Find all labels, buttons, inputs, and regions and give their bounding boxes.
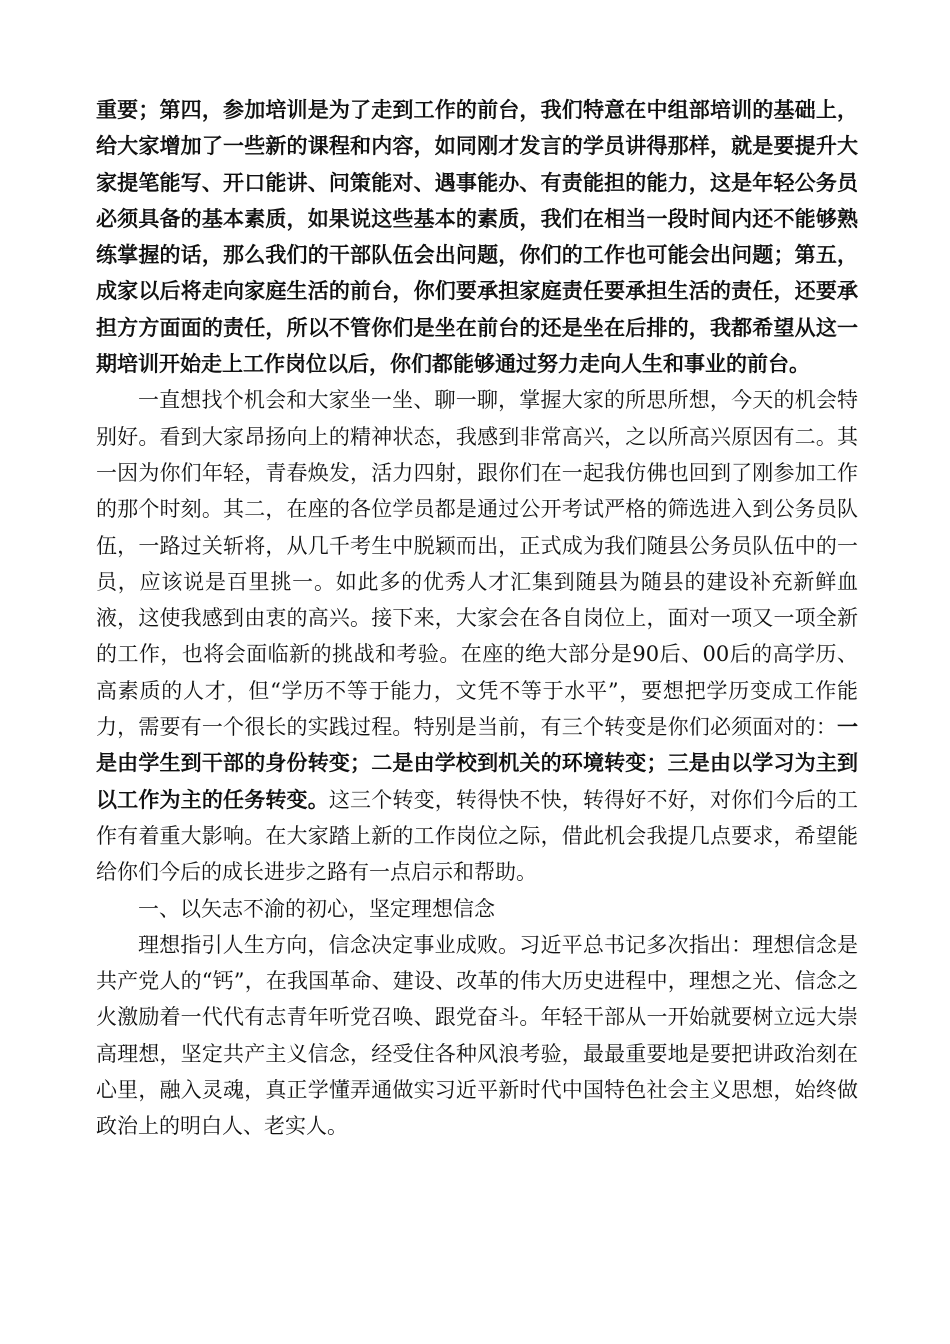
paragraph-bold-transitions: 一是由学生到干部的身份转变；二是由学校到机关的环境转变；三是由以学习为主到以工作为主的任务转变。	[96, 714, 858, 812]
paragraph-opening-remarks	[96, 382, 858, 890]
paragraph-text-before: 一直想找个机会和大家坐一坐、聊一聊，掌握大家的所思所想，今天的机会特别好。看到大家昂扬向上的精神状态，我感到非常高兴，之以所高兴原因有二。其一因为你们年轻，青春焕发，活力四射，跟你们在一起我仿佛也回到了刚参加工作的那个时刻。其二，在座的各位学员都是通过公开考试严格的筛选进入到公务员队伍，一路过关斩将，从几千考生中脱颖而出，正式成为我们随县公务员队伍中的一员，应该说是百里挑一。如此多的优秀人才汇集到随县为随县的建设补充新鲜血液，这使我感到由衷的高兴。接下来，大家会在各自岗位上，面对一项又一项全新的工作，也将会面临新的挑战和考验。在座的绝大部分是90后、00后的高学历、高素质的人才，但“学历不等于能力，文凭不等于水平”，要想把学历变成工作能力，需要有一个很长的实践过程。特别是当前，有三个转变是你们必须面对的：	[96, 388, 858, 740]
paragraph-bold-continuation: 重要；第四，参加培训是为了走到工作的前台，我们特意在中组部培训的基础上，给大家增加了一些新的课程和内容，如同刚才发言的学员讲得那样，就是要提升大家提笔能写、开口能讲、问策能对、遇事能办、有责能担的能力，这是年轻公务员必须具备的基本素质，如果说这些基本的素质，我们在相当一段时间内还不能够熟练掌握的话，那么我们的干部队伍会出问题，你们的工作也可能会出问题；第五，成家以后将走向家庭生活的前台，你们要承担家庭责任要承担生活的责任，还要承担方方面面的责任，所以不管你们是坐在前台的还是坐在后排的，我都希望从这一期培训开始走上工作岗位以后，你们都能够通过努力走向人生和事业的前台。	[96, 97, 858, 377]
paragraph-text-after: 这三个转变，转得快不快，转得好不好，对你们今后的工作有着重大影响。在大家踏上新的工作岗位之际，借此机会我提几点要求，希望能给你们今后的成长进步之路有一点启示和帮助。	[96, 787, 859, 885]
section-heading-1: 一、以矢志不渝的初心，坚定理想信念	[138, 896, 495, 921]
document-page	[96, 92, 858, 1145]
paragraph-ideals-beliefs: 理想指引人生方向，信念决定事业成败。习近平总书记多次指出：理想信念是共产党人的“钙”，在我国革命、建设、改革的伟大历史进程中，理想之光、信念之火激励着一代代有志青年听党召唤、跟党奋斗。年轻干部从一开始就要树立远大崇高理想，坚定共产主义信念，经受住各种风浪考验，最最重要地是要把讲政治刻在心里，融入灵魂，真正学懂弄通做实习近平新时代中国特色社会主义思想，始终做政治上的明白人、老实人。	[96, 932, 858, 1139]
